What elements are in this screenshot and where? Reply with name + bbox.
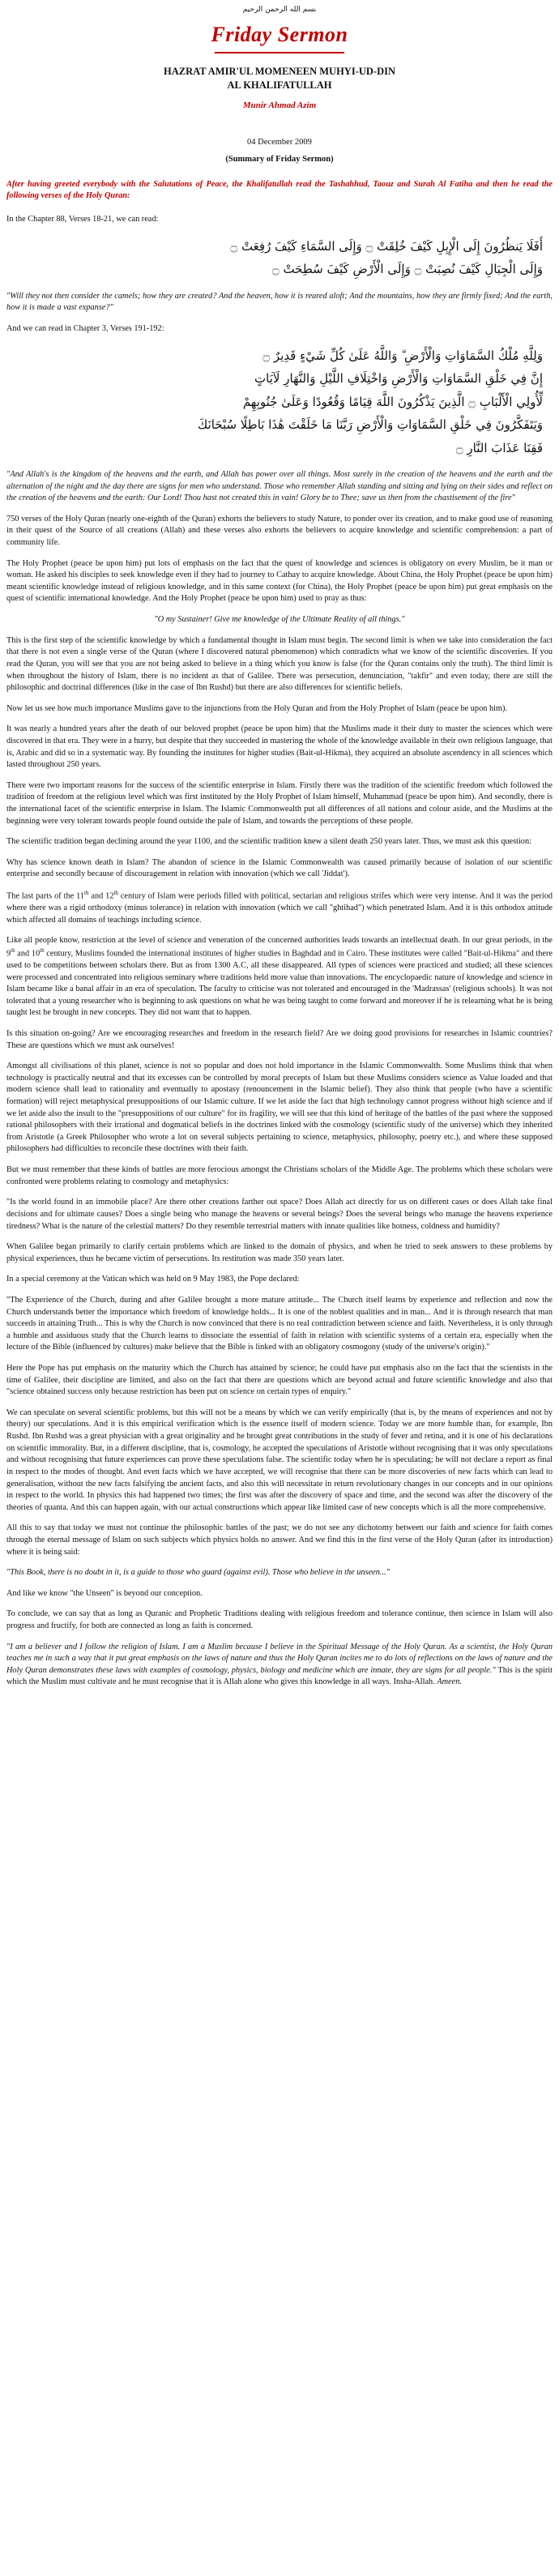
- body-paragraph: [6, 935, 553, 1019]
- pope-quote: "The Experience of the Church, during and after Galilee brought a more mature attitude... The Church itself learns by experience and reflection and now the Church understands better the importance which freedom of knowledge holds... It is one of the noblest qualities and in man... And it is through research that man succeeds in attaining Truth... This is why the Church is now convinced that there is no real contradiction between science and faith. Nevertheless, it is only through a humble and assiduous study that the Church learns to dissociate the essential of faith in relation with scientific systems of a certain era, especially when the lecture of the Bible (influenced by cultures) make believe that the Bible is linked with an obligatory cosmogony (study of the universe's origin).": [6, 1295, 553, 1352]
- text-run: and 10: [15, 949, 41, 959]
- arabic-verse-line: وَلِلَّهِ مُلْكُ السَّمَاوَاتِ وَالْأَرْضِ ۗ وَاللَّهُ عَلَىٰ كُلِّ شَيْءٍ قَدِيرٌ ۝: [262, 348, 543, 363]
- translation-3: "And Allah's is the kingdom of the heavens and the earth, and Allah has power over all things. Most surely in the creation of the heavens and the earth and the alternation of the night and the day there are signs for men who understand. Those who remember Allah standing and sitting and lying on their sides and reflect on the creation of the heavens and the earth: Our Lord! Thou hast not created this in vain! Glory be to Thee; save us then from the chastisement of the fire": [6, 470, 553, 503]
- text-run: century, Muslims founded the international institutes of higher studies in Baghdad and in Cairo. These institutes were called "Bait-ul-Hikma" and there used to be competitions between scholars there. But as from 1300 A.C, all these disappeared. All types of sciences were practiced and studied; all these sciences were processed and concentrated into religious seminary where traditions held more value than innovations. The encyclopaedic nature of knowledge and science in Islam became like a banal affair in an era of speculation. The faculty to criticise was not tolerated and encouraged in the 'Madrassas' (religious schools). It was not tolerated that a young researcher who is beginning to ask questions on what he was being taught to come forward and moreover if he is relearning what he is being taught lest he brought in new concepts. They did not want that to happen.: [6, 949, 553, 1018]
- body-paragraph: Now let us see how much importance Muslims gave to the injunctions from the Holy Quran and from the Holy Prophet of Islam (peace be upon him).: [6, 703, 507, 713]
- body-paragraph: There were two important reasons for the success of the scientific enterprise in Islam. Firstly there was the tradition of the scientific freedom which followed the tradition of freedom at the religious level which was first instituted by the Holy Prophet of Islam himself, Muhammad (peace be upon him). And secondly, there is the international facet of the scientific enterprise in Islam. The Islamic Commonwealth put all differences of all nations and colour aside, and the Muslims at the beginning were very tolerant towards people found outside the pale of Islam, and towards the perceptions of these people.: [6, 780, 553, 826]
- superscript: th: [40, 946, 45, 954]
- page-title: Friday Sermon: [211, 22, 348, 46]
- body-paragraph: It was nearly a hundred years after the death of our beloved prophet (peace be upon him) that the Muslims made it their duty to master the sciences which were discovered in that era. They were in a hurry, but despite that they succeeded in mastering the whole of the knowledge available in their own religious language, that is, Arabic and did so in a systematic way. By founding the institutes for higher studies (Bait-ul-Hikma), they acquired an absolute ascendency in all sciences which lasted throughout 250 years.: [6, 724, 553, 770]
- arabic-verse-line: إِنَّ فِي خَلْقِ السَّمَاوَاتِ وَالْأَرْضِ وَاخْتِلَافِ اللَّيْلِ وَالنَّهَارِ لَآيَاتٍ: [254, 371, 543, 386]
- chapter-3-intro: And we can read in Chapter 3, Verses 191-192:: [6, 323, 164, 333]
- closing-quote: "I am a believer and I follow the religion of Islam. I am a Muslim because I believe in the Spiritual Message of the Holy Quran. As a scientist, the Holy Quran teaches me in such a way that it put great emphasis on the laws of nature and thus the Holy Quran incites me to do lots of reflections on the laws of nature and the Holy Quran demonstrates these laws with examples of cosmology, physics, biology and medicine which are innate, they are signs for all people.": [6, 1642, 553, 1675]
- quran-quote: "This Book, there is no doubt in it, is a guide to those who guard (against evil). Those who believe in the unseen...": [6, 1568, 390, 1578]
- body-paragraph: The Holy Prophet (peace be upon him) put lots of emphasis on the fact that the quest of knowledge and sciences is obligatory on every Muslim, be it man or woman. He asked his disciples to seek knowledge even if they had to journey to Cathay to acquire knowledge. About China, the Holy Prophet (peace be upon him) meant scientific knowledge instead of religious knowledge, and in this same context (for China), the Holy Prophet (peace be upon him) put great emphasis on the quest of scientific international knowledge. And the Holy Prophet (peace be upon him) used to pray as thus:: [6, 558, 553, 604]
- arabic-verse-line: فَقِنَا عَذَابَ النَّارِ ۝: [455, 440, 543, 455]
- superscript: th: [113, 890, 118, 897]
- body-paragraph: And like we know "the Unseen" is beyond our conception.: [6, 1588, 203, 1598]
- body-paragraph: "Is the world found in an immobile place? Are there other creations farther out space? Does Allah act directly for us on different cases or does Allah take final decisions and for ultimate causes? Does a single being who manage the heavens or several beings? Does the several beings who manage the heavens experience tiredness? What is the nature of the celestial matters? Do they resemble terrestrial matters with innate qualities like hotness, coldness and humidity?: [6, 1198, 553, 1231]
- body-paragraph: Why has science known death in Islam? The abandon of science in the Islamic Commonwealth was caused primarily because of isolation of our scientific enterprise and secondly because of discouragement in relation with innovation (which we call 'Jiddat').: [6, 857, 553, 879]
- title-underline: [215, 52, 344, 53]
- intro-paragraph: After having greeted everybody with the Salutations of Peace, the Khalifatullah read the Tashahhud, Taouz and Surah Al Fatiha and then he read the following verses of the Holy Quran:: [6, 179, 553, 201]
- bismillah: بسم الله الرحمن الرحيم: [242, 6, 317, 14]
- heading-line-2: AL KHALIFATULLAH: [227, 79, 332, 91]
- text-run: The last parts of the 11: [6, 891, 85, 901]
- text-run: and 12: [88, 891, 114, 901]
- body-paragraph: All this to say that today we must not continue the philosophic battles of the past; we do not see any dichotomy between our faith and science for faith comes through the eternal message of Islam on such subjects which physics holds no answer. And we find this in the first verse of the Holy Quran (after its introduction) where it is being said:: [6, 1523, 553, 1557]
- body-paragraph: The scientific tradition began declining around the year 1100, and the scientific tradition knew a silent death 250 years later. Thus, we must ask this question:: [6, 837, 531, 847]
- closing-paragraph: [6, 1642, 553, 1689]
- arabic-verses-3: [16, 344, 543, 460]
- arabic-verse-line: وَإِلَى الْجِبَالِ كَيْفَ نُصِبَتْ ۝ وَإِلَى الْأَرْضِ كَيْفَ سُطِحَتْ ۝: [271, 262, 543, 277]
- prophet-prayer: "O my Sustainer! Give me knowledge of the Ultimate Reality of all things.": [154, 615, 405, 625]
- text-run: Like all people know, restriction at the level of science and veneration of the concerned authorities leads towards an intellectual death. In our great periods, in the 9: [6, 936, 553, 959]
- body-paragraph: [6, 890, 553, 926]
- body-paragraph: But we must remember that these kinds of battles are more ferocious amongst the Christians scholars of the Middle Age. The problems which these scholars were confronted were problems relating to cosmology and metaphysics:: [6, 1165, 553, 1186]
- body-paragraph: In a special ceremony at the Vatican which was held on 9 May 1983, the Pope declared:: [6, 1275, 300, 1284]
- heading-line-1: HAZRAT AMIR'UL MOMENEEN MUHYI-UD-DIN: [164, 65, 395, 77]
- author-name: Munir Ahmad Azim: [242, 100, 317, 111]
- sermon-date: 04 December 2009: [247, 138, 312, 147]
- summary-label: (Summary of Friday Sermon): [225, 154, 334, 164]
- text-run: century of Islam were periods filled with political, sectarian and religious strifes which were very intense. And it was the period where there was a rigid orthodoxy (minus tolerance) in relation with innovation (which we call "ghtihad") which penetrated Islam. And it is this orthodox attitude which affected all domains of teachings including science.: [6, 891, 553, 925]
- chapter-88-intro: In the Chapter 88, Verses 18-21, we can read:: [6, 215, 159, 224]
- arabic-verse-line: لِّأُولِي الْأَلْبَابِ ۝ الَّذِينَ يَذْكُرُونَ اللَّهَ قِيَامًا وَقُعُودًا وَعَلَىٰ جُنُوبِهِمْ: [242, 394, 543, 409]
- text-run: This is the spirit which the Muslim must cultivate and he must recognise that it is Allah alone who gives this knowledge in all ways. Insha-Allah.: [6, 1665, 553, 1687]
- superscript: th: [11, 946, 15, 954]
- body-paragraph: Here the Pope has put emphasis on the maturity which the Church has attained by science; he could have put emphasis also on the fact that the scientists in the time of Galilee, their discipline are limited, and also on the fact that there are questions which are beyond actual and future scientific knowledge and also that "science obtained success only because restriction has been put on science on certain types of enquiry.": [6, 1364, 553, 1397]
- body-paragraph: 750 verses of the Holy Quran (nearly one-eighth of the Quran) exhorts the believers to study Nature, to ponder over its creation, and to make good use of reasoning in their quest of the Source of all creations (Allah) and these verses also exhorts the believers to acquire knowledge and scientific comprehension: a part of community life.: [6, 514, 553, 548]
- arabic-verse-line: أَفَلَا يَنظُرُونَ إِلَى الْإِبِلِ كَيْفَ خُلِقَتْ ۝ وَإِلَى السَّمَاءِ كَيْفَ رُفِعَتْ ۝: [230, 238, 543, 254]
- arabic-verses-88: [16, 235, 543, 281]
- body-paragraph: Is this situation on-going? Are we encouraging researches and freedom in the research field? Are we doing good provisions for researches in Islamic countries? These are questions which we must ask ourselves!: [6, 1029, 553, 1050]
- body-paragraph: To conclude, we can say that as long as Quranic and Prophetic Traditions dealing with religious freedom and tolerance continue, then science in Islam will also progress and fructify, for both are connected as long as faith is concerned.: [6, 1609, 553, 1630]
- body-paragraph: We can speculate on several scientific problems, but this will not be a means by which we can verify empirically (that is, by the means of experiences and not by theory) our speculations. And it is this empirical verification which is the essence itself of modern science. Today we are more humble than, for example, Ibn Rushd. Ibn Rushd was a great physician with a great originality and he brought great contributions in the study of fever and retina, and it is one of his declarations on scientific immorality. But, in a different discipline, that is, cosmology, he accepted the speculations of Aristotle without recognising that it was only speculations and without recognising that future experiences can prove these speculations false. The scientific today when he is speculating; he will not declare a report as final in respect to the modes of thought. And even facts which we have accepted, we will recognise that there can be more discoveries of new facts which can lead to generalisation, without the new facts falsifying the ancient facts, and also this will necessitate in return revolutionary changes in our concepts and in our opinions in respect to the world. In physics this had happened two times; the first was after the discovery of space and time, and the second was after the discovery of the theories of quanta. And this can happen again, with our actual constructions which appear like limited case of new concepts which is all the more comprehensive.: [6, 1408, 553, 1512]
- body-paragraph: This is the first step of the scientific knowledge by which a fundamental thought in Islam must begin. The second limit is when we take into consideration the fact that there is not even a single verse of the Quran (where I discovered natural phenomenon) which contradicts what we know of the scientific discoveries. If you read the Quran, you will see that you are not being asked to believe in a thing which you know is false (for the Quran contains only the truth). The third limit is when throughout the history of Islam, there is no incident as that of Galilee. There was persecution, denunciation, "takfir" and even today, there are still the philosophic and doctrinal differences (like in the case of Ibn Rushd) but there are also differences for scientific beliefs.: [6, 635, 553, 693]
- translation-88: "Will they not then consider the camels; how they are created? And the heaven, how it is reared aloft; And the mountains, how they are firmly fixed; And the earth, how it is made a vast expanse?": [6, 291, 553, 313]
- arabic-verse-line: وَيَتَفَكَّرُونَ فِي خَلْقِ السَّمَاوَاتِ وَالْأَرْضِ رَبَّنَا مَا خَلَقْتَ هَٰذَا بَاطِلًا سُبْحَانَكَ: [197, 417, 543, 432]
- ameen: Ameen.: [437, 1677, 462, 1687]
- body-paragraph: When Galilee began primarily to clarify certain problems which are linked to the domain of physics, and when he tried to seek answers to these problems by physical experiences, thus he became victim of persecutions. Its restitution was made 350 years later.: [6, 1242, 553, 1263]
- superscript: th: [84, 890, 89, 897]
- body-paragraph: Amongst all civilisations of this planet, science is not so popular and does not hold importance in the Islamic Commonwealth. Some Muslims think that when technology is practically neutral and that its excesses can be controlled by moral precepts of Islam but these Muslims considers science as Value loaded and that modern science shall lead to rationality and eventually to apostasy (renouncement in the Islamic belief). They also think that people (who have a scientific formation) will reject metaphysical presuppositions of our Islamic culture. If we let aside the fact that high technology cannot progress without high science and if we let aside also the insult to the "presuppositions of our culture" for its fragility, we will see that this kind of heritage of the battles of the past where the supposed rational philosophers with their irrational and dogmatical beliefs in the doctrines linked with the cosmology (scientific study of the universe) which they inherited from Aristotle (a Greek Philosopher who wrote a lot on several subjects pertaining to science, metaphysics, philosophy, poetry etc.), and where these supposed philosophers had difficulties to reconcile these doctrines with their faith.: [6, 1062, 553, 1154]
